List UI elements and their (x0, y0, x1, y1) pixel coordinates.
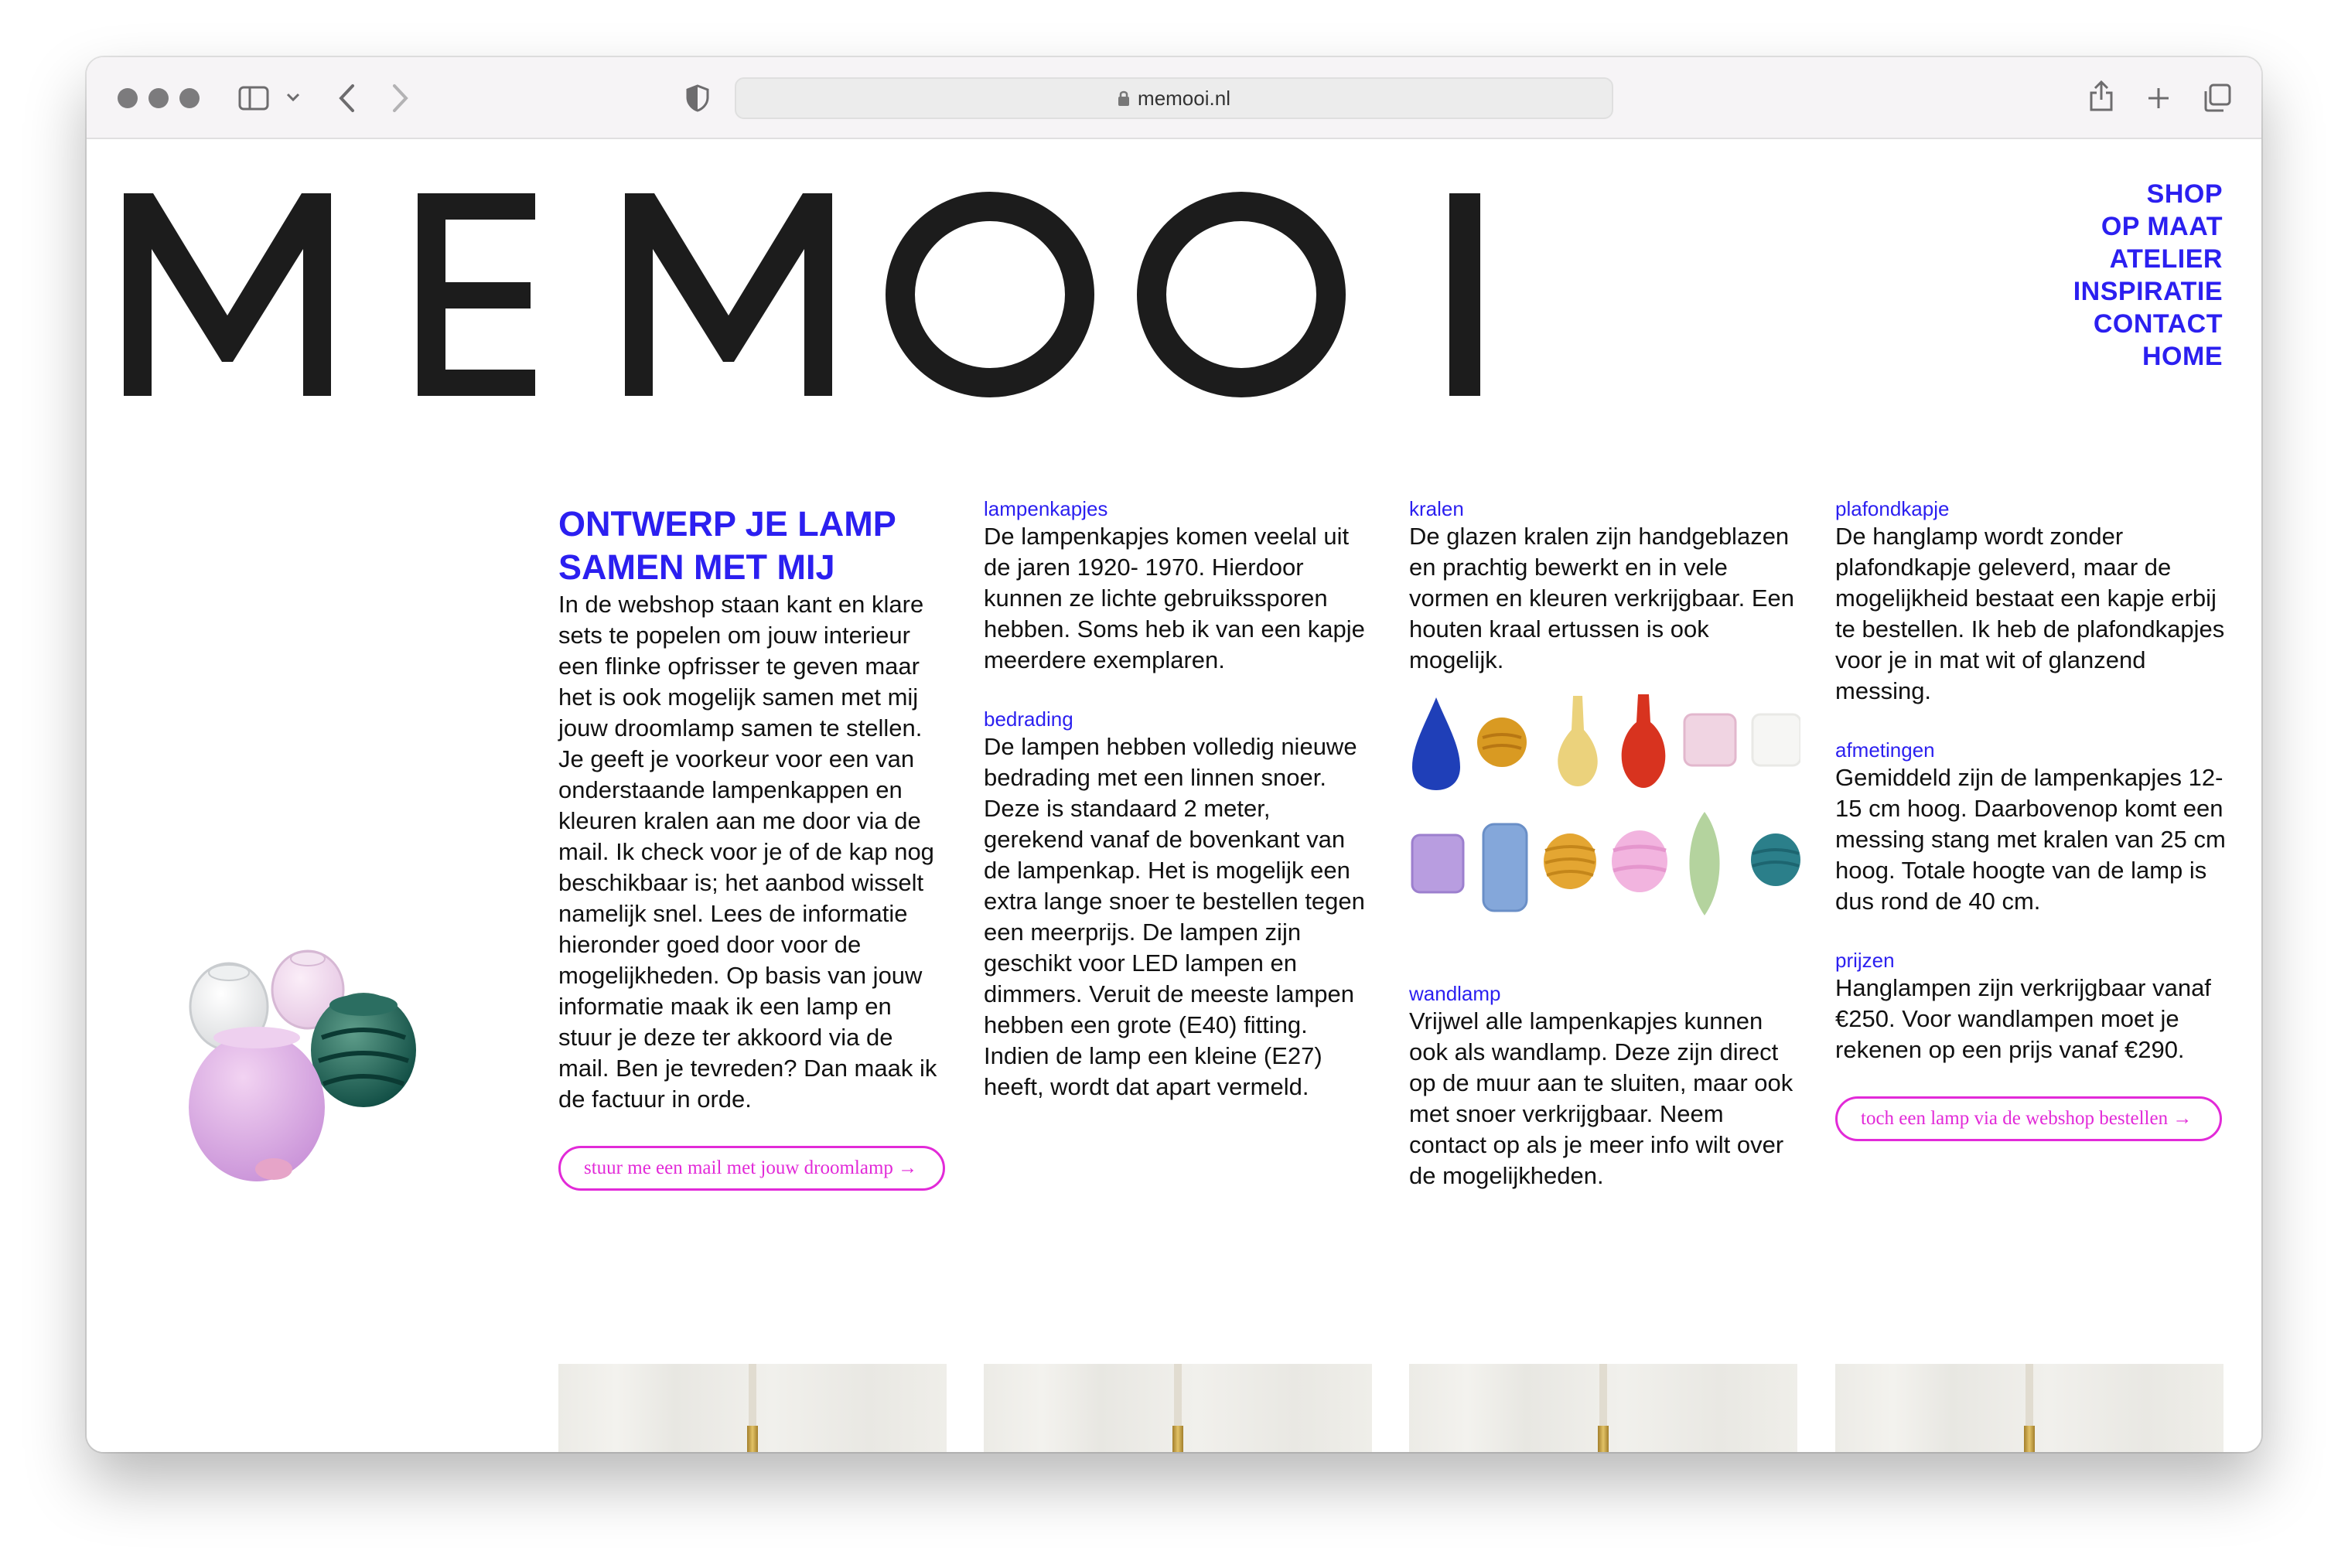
lock-icon (1118, 90, 1130, 107)
page-content (87, 141, 2261, 1452)
share-icon[interactable] (2088, 79, 2114, 113)
url-text: memooi.nl (1138, 86, 1230, 110)
text-wandlamp: Vrijwel alle lampenkapjes kunnen ook als wandlamp. Deze zijn direct op de muur aan te sluiten, maar ook met snoer verkrijgbaar. Neem contact op als je meer info wilt over de mogelijkheden. (1409, 1007, 1793, 1189)
chevron-down-icon[interactable] (286, 93, 300, 102)
lamp-brass-rod (1172, 1426, 1183, 1452)
lamp-product-image[interactable] (984, 1364, 1372, 1452)
nav-shop[interactable]: SHOP (2146, 179, 2223, 209)
glass-lampshades-image (183, 945, 430, 1192)
back-icon[interactable] (337, 84, 356, 113)
zoom-window-button[interactable] (179, 88, 200, 108)
browser-window (87, 57, 2261, 1452)
lamp-product-image[interactable] (558, 1364, 947, 1452)
nav-home[interactable]: HOME (2142, 342, 2223, 371)
intro-title: ONTWERP JE LAMP SAMEN MET MIJ (558, 504, 896, 587)
lamp-product-image[interactable] (1409, 1364, 1797, 1452)
minimize-window-button[interactable] (148, 88, 169, 108)
nav-atelier[interactable]: ATELIER (2109, 244, 2223, 274)
nav-contact[interactable]: CONTACT (2093, 309, 2223, 339)
lamp-brass-rod (2024, 1426, 2035, 1452)
text-afmetingen: Gemiddeld zijn de lampenkapjes 12-15 cm hoog. Daarbovenop komt een messing stang met kralen van 25 cm hoog. Totale hoogte van de lamp is dus rond de 40 cm. (1835, 764, 2226, 915)
nav-op-maat[interactable]: OP MAAT (2101, 212, 2223, 241)
lamp-brass-rod (1598, 1426, 1609, 1452)
nav-inspiratie[interactable]: INSPIRATIE (2073, 277, 2223, 306)
sidebar-icon[interactable] (238, 85, 269, 111)
label-afmetingen: afmetingen (1835, 738, 1935, 762)
browser-toolbar (87, 57, 2261, 139)
new-tab-icon[interactable] (2147, 87, 2170, 110)
lamp-cord (1174, 1364, 1182, 1426)
label-plafondkapje: plafondkapje (1835, 497, 1950, 520)
text-plafondkapje: De hanglamp wordt zonder plafondkapje geleverd, maar de mogelijkheid bestaat een kapje erbij te bestellen. Ik heb de plafondkapjes voor je in mat wit of glanzend messing. (1835, 523, 2225, 704)
lamp-product-image[interactable] (1835, 1364, 2223, 1452)
label-kralen: kralen (1409, 497, 1464, 520)
lamp-cord (749, 1364, 756, 1426)
tab-overview-icon[interactable] (2203, 84, 2232, 113)
memooi-logo[interactable] (124, 178, 1485, 402)
label-lampenkapjes: lampenkapjes (984, 497, 1108, 520)
column-kralen (1409, 496, 1800, 1191)
mail-droomlamp-button[interactable]: stuur me een mail met jouw droomlamp → (558, 1146, 945, 1191)
forward-icon[interactable] (391, 84, 410, 113)
text-lampenkapjes: De lampenkapjes komen veelal uit de jaren 1920- 1970. Hierdoor kunnen ze lichte gebruikssporen hebben. Soms heb ik van een kapje meerdere exemplaren. (984, 523, 1365, 673)
close-window-button[interactable] (118, 88, 138, 108)
intro-column (558, 496, 950, 1191)
text-prijzen: Hanglampen zijn verkrijgbaar vanaf €250. Voor wandlampen moet je rekenen op een prijs vanaf €290. (1835, 974, 2211, 1063)
glass-beads-image (1409, 691, 1800, 915)
text-bedrading: De lampen hebben volledig nieuwe bedrading met een linnen snoer. Deze is standaard 2 meter, gerekend vanaf de bovenkant van de lampenkap. Het is mogelijk een extra lange snoer te bestellen tegen een meerprijs. De lampen zijn geschikt voor LED lampen en dimmers. Veruit de meeste lampen hebben een grote (E40) fitting. Indien de lamp een kleine (E27) heeft, wordt dat apart vermeld. (984, 733, 1365, 1100)
lamp-brass-rod (747, 1426, 758, 1452)
label-wandlamp: wandlamp (1409, 982, 1501, 1005)
label-prijzen: prijzen (1835, 949, 1895, 972)
text-kralen: De glazen kralen zijn handgeblazen en prachtig bewerkt en in vele vormen en kleuren verkrijgbaar. Een houten kraal ertussen is ook mogelijk. (1409, 523, 1794, 673)
webshop-order-button[interactable]: toch een lamp via de webshop bestellen → (1835, 1096, 2222, 1141)
privacy-shield-icon[interactable] (685, 84, 710, 113)
intro-text: In de webshop staan kant en klare sets te popelen om jouw interieur een flinke opfrisser te geven maar het is ook mogelijk samen met mij jouw droomlamp samen te stellen. Je geeft je voorkeur voor een van onderstaande lampenkappen en kleuren kralen aan me door via de mail. Ik check voor je of de kap nog beschikbaar is; het aanbod wisselt namelijk snel. Lees de informatie hieronder goed door voor de mogelijkheden. Op basis van jouw informatie maak ik een lamp en stuur je deze ter akkoord via de mail. Ben je tevreden? Dan maak ik de factuur in orde. (558, 591, 937, 1113)
main-nav (2073, 178, 2223, 373)
label-bedrading: bedrading (984, 707, 1073, 731)
lamp-cord (1599, 1364, 1607, 1426)
column-plafondkapje (1835, 496, 2227, 1141)
column-lampenkapjes (984, 496, 1375, 1103)
address-bar[interactable] (735, 77, 1613, 119)
lamp-cord (2025, 1364, 2033, 1426)
